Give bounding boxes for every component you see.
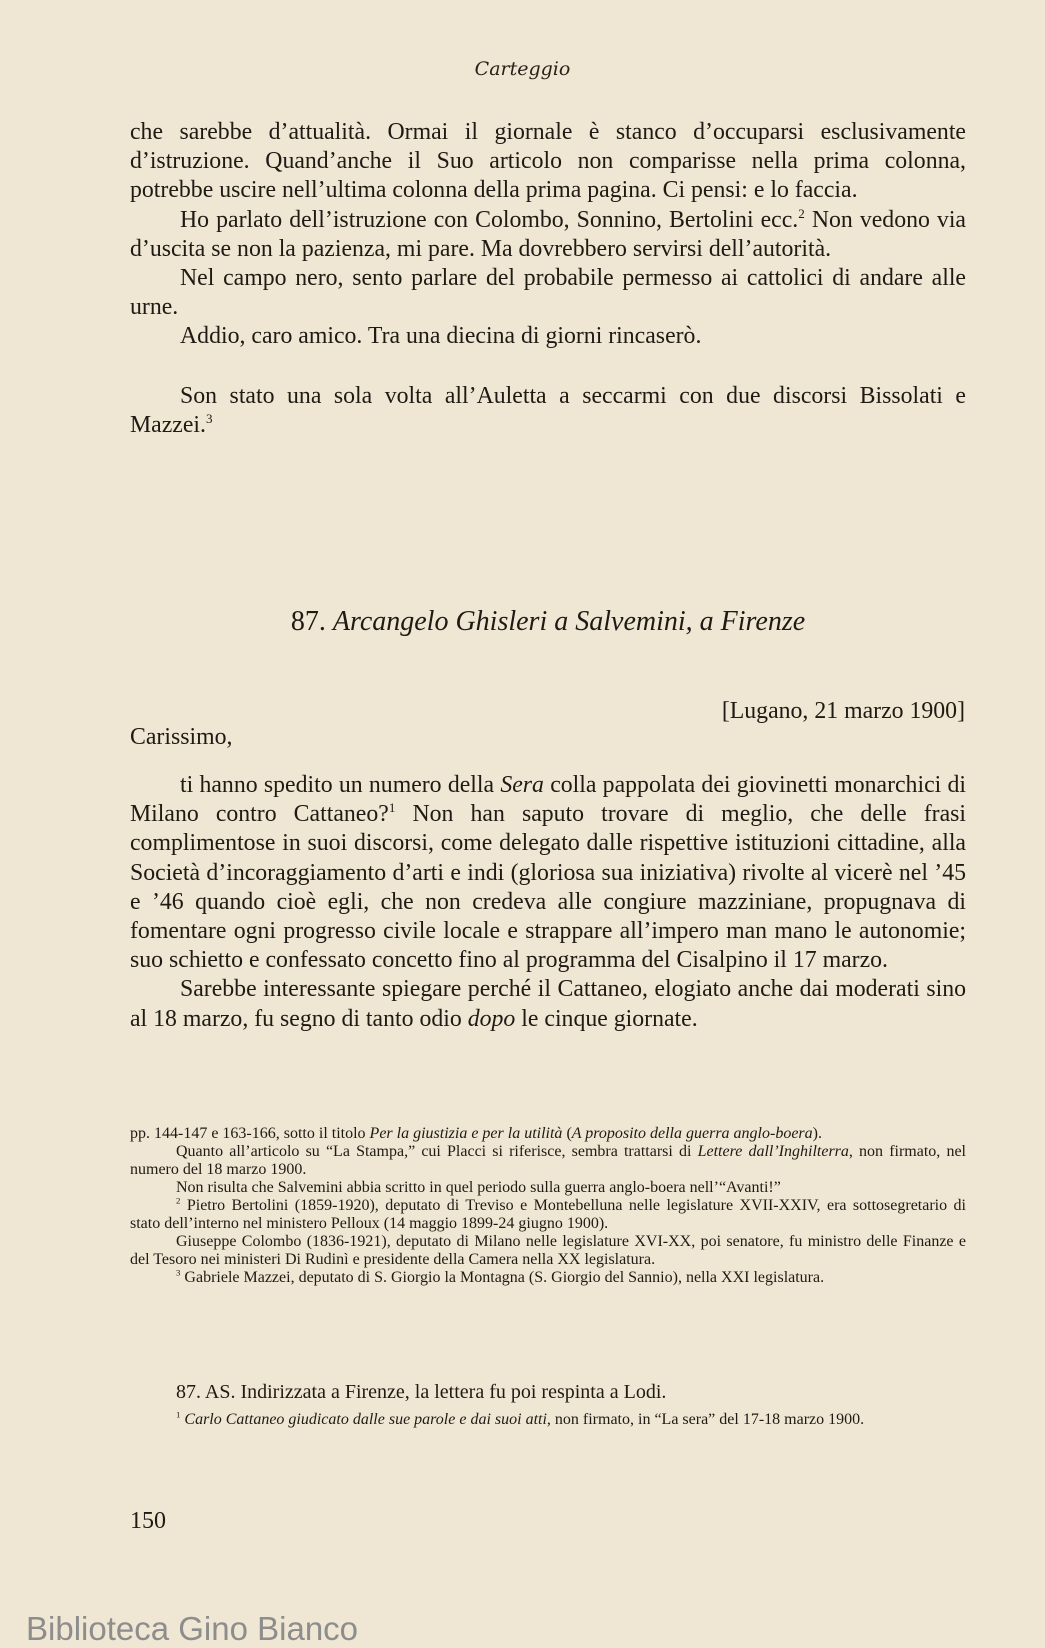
letter-source-note: 87. AS. Indirizzata a Firenze, la lettera fu poi respinta a Lodi.: [176, 1381, 667, 1403]
paragraph: che sarebbe d’attualità. Ormai il giornale è stanco d’occuparsi esclusivamente d’istruzione. Quand’anche il Suo articolo non comparisse nella prima colonna, potrebbe uscire nell’ultima colonna della prima pagina. Ci pensi: e lo faccia.: [130, 119, 966, 204]
letter-title: Arcangelo Ghisleri a Salvemini, a Firenze: [332, 606, 806, 637]
paragraph: ti hanno spedito un numero della Sera colla pappolata dei giovinetti monarchici di Milano contro Cattaneo?$^1$ Non han saputo trovare di meglio, che delle frasi complimentose in suoi discorsi, come delegato dalle rispettive istituzioni cittadine, alla Società d’incoraggiamento d’arti e indi (gloriosa sua iniziativa) rivolte al vicerè nel ’45 e ’46 quando cioè egli, che non credeva alle congiure mazziniane, propugnava di fomentare ogni progresso civile locale e strappare all’impero man mano le autonomie; suo schietto e confessato concetto fino al programma del Cisalpino il 17 marzo.: [130, 772, 966, 974]
paragraph: Ho parlato dell’istruzione con Colombo, Sonnino, Bertolini ecc.$^2$ Non vedono via d’uscita se non la pazienza, mi pare. Ma dovrebbero servirsi dell’autorità.: [130, 205, 966, 262]
footnote: $^1$ Carlo Cattaneo giudicato dalle sue parole e dai suoi atti, non firmato, in “La sera” del 17-18 marzo 1900.: [176, 1409, 865, 1428]
letter-heading: [130, 606, 966, 638]
footnote: pp. 144-147 e 163-166, sotto il titolo Per la giustizia e per la utilità (A proposito della guerra anglo-boera).: [130, 1125, 822, 1142]
footnote: Giuseppe Colombo (1836-1921), deputato di Milano nelle legislature XVI-XX, poi senatore, fu ministro delle Finanze e del Tesoro nei ministeri Di Rudinì e presidente della Camera nella XX legislatura.: [130, 1233, 966, 1268]
continuation-text: [130, 118, 966, 440]
letter-number: 87.: [290, 606, 326, 637]
paragraph: Addio, caro amico. Tra una diecina di giorni rincaserò.: [180, 323, 702, 350]
letter-notes: [130, 1380, 966, 1430]
paragraph: Sarebbe interessante spiegare perché il Cattaneo, elogiato anche dai moderati sino al 18 marzo, fu segno di tanto odio dopo le cinque giornate.: [130, 976, 966, 1032]
postscript: Son stato una sola volta all’Auletta a seccarmi con due discorsi Bissolati e Mazzei.$^3$: [130, 382, 966, 438]
footnote-ref: 3: [205, 410, 213, 426]
running-head: Carteggio: [474, 58, 571, 80]
paragraph: Nel campo nero, sento parlare del probabile permesso ai cattolici di andare alle urne.: [130, 265, 966, 321]
salutation: Carissimo,: [130, 724, 233, 750]
letter-body: [130, 771, 966, 1034]
dateline: [Lugano, 21 marzo 1900]: [721, 698, 965, 724]
watermark: Biblioteca Gino Bianco: [26, 1610, 359, 1647]
footnotes: [130, 1125, 966, 1287]
page-number: 150: [130, 1508, 166, 1534]
footnote-ref: 2: [798, 205, 805, 221]
footnote: Quanto all’articolo su “La Stampa,” cui Placci si riferisce, sembra trattarsi di Lettere dall’Inghilterra, non firmato, nel numero del 18 marzo 1900.: [130, 1143, 966, 1178]
footnote: Non risulta che Salvemini abbia scritto in quel periodo sulla guerra anglo-boera nell’“Avanti!”: [176, 1179, 781, 1196]
footnote: $^2$ Pietro Bertolini (1859-1920), deputato di Treviso e Montebelluna nelle legislature XVII-XXIV, era sottosegretario di stato dell’interno nel ministero Pelloux (14 maggio 1899-24 giugno 1900).: [130, 1195, 967, 1232]
footnote-ref: 1: [388, 800, 396, 816]
footnote: $^3$ Gabriele Mazzei, deputato di S. Giorgio la Montagna (S. Giorgio del Sannio), nella XXI legislatura.: [176, 1267, 825, 1286]
